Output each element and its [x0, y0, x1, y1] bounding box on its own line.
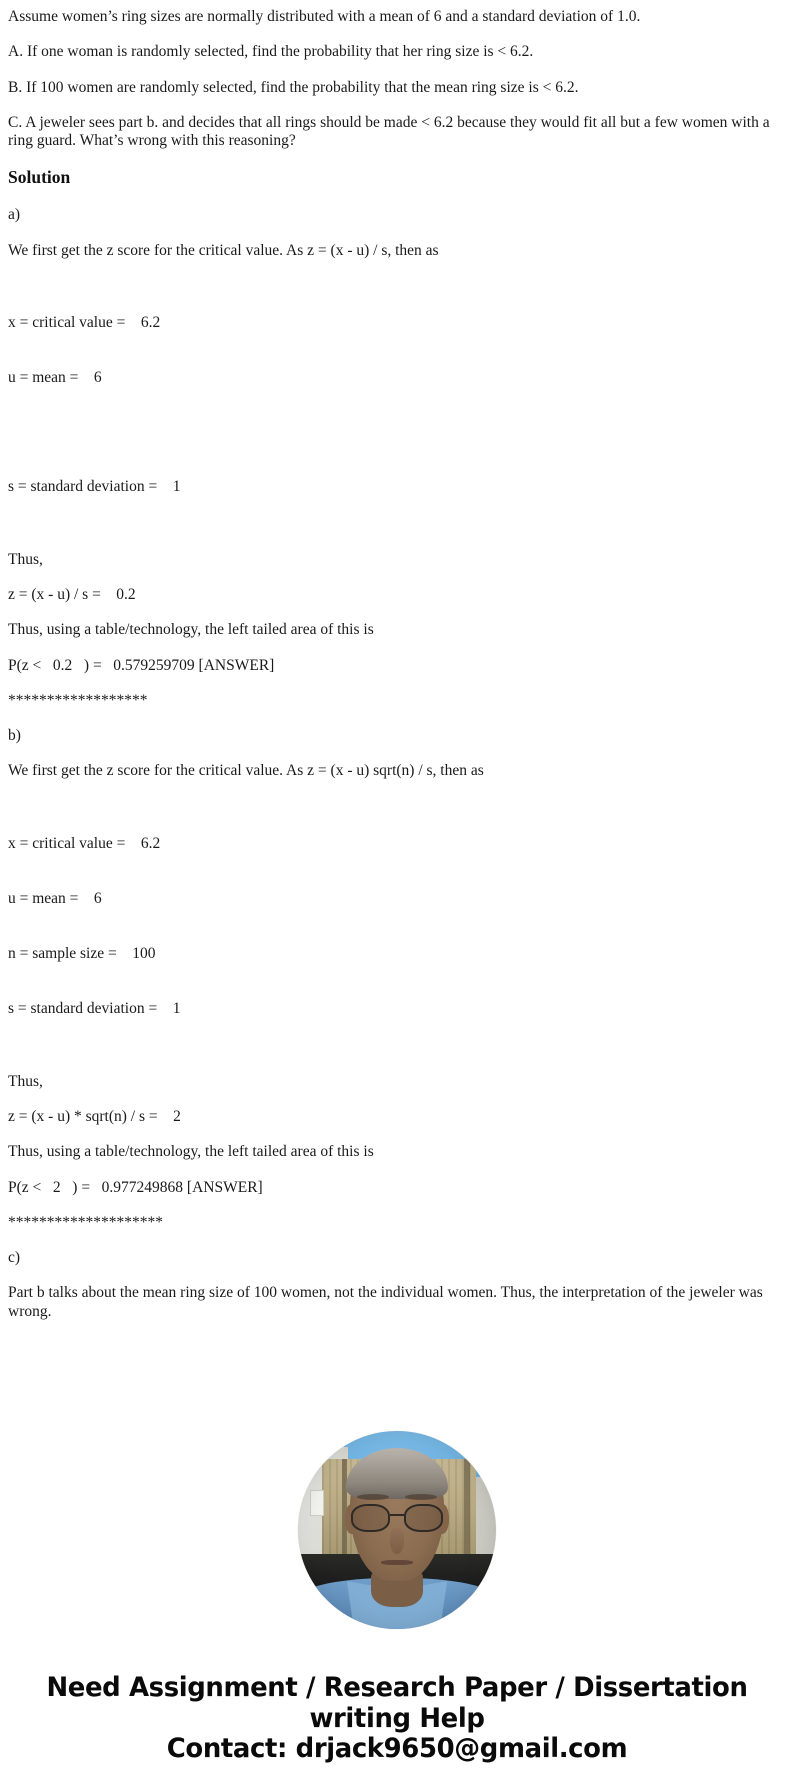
- part-b-thus: Thus,: [8, 1072, 43, 1090]
- part-a-intro: We first get the z score for the critical value. As z = (x - u) / s, then as: [8, 241, 439, 259]
- part-a-answer: P(z < 0.2 ) = 0.579259709 [ANSWER]: [8, 656, 275, 674]
- part-b-z-equation: z = (x - u) * sqrt(n) / s = 2: [8, 1108, 181, 1126]
- section-separator: ******************: [8, 691, 148, 709]
- given-line: x = critical value = 6.2: [8, 834, 161, 852]
- part-a-thus: Thus,: [8, 550, 43, 568]
- footer-advert: [8, 1673, 786, 1788]
- solution-section: [8, 167, 786, 1321]
- section-separator: ********************: [8, 1213, 163, 1231]
- part-b-givens: [8, 798, 786, 1056]
- problem-statement: [8, 8, 786, 150]
- part-a-table-note: Thus, using a table/technology, the left tailed area of this is: [8, 621, 374, 639]
- given-line: n = sample size = 100: [8, 945, 156, 963]
- problem-part-b: B. If 100 women are randomly selected, find the probability that the mean ring size is < 6.2.: [8, 78, 579, 96]
- given-line: u = mean = 6: [8, 889, 102, 907]
- avatar: [298, 1431, 496, 1629]
- solution-part-a: [8, 206, 786, 710]
- part-a-givens: [8, 277, 786, 425]
- solution-heading: Solution: [8, 167, 71, 188]
- part-c-label: c): [8, 1249, 21, 1267]
- footer-headline-line2: writing Help: [309, 1702, 485, 1734]
- solution-part-c: [8, 1249, 786, 1321]
- part-c-text: Part b talks about the mean ring size of 100 women, not the individual women. Thus, the interpretation of the jeweler was wrong.: [8, 1284, 763, 1320]
- avatar-container: [8, 1431, 786, 1629]
- part-a-label: a): [8, 206, 21, 224]
- footer-headline-line1: Need Assignment / Research Paper / Dissertation: [46, 1672, 748, 1703]
- problem-intro: Assume women’s ring sizes are normally distributed with a mean of 6 and a standard deviation of 1.0.: [8, 8, 641, 25]
- part-a-z-equation: z = (x - u) / s = 0.2: [8, 585, 136, 603]
- footer-contact-email: Contact: drjack9650@gmail.com: [166, 1733, 628, 1765]
- given-line: u = mean = 6: [8, 369, 102, 387]
- part-b-answer: P(z < 2 ) = 0.977249868 [ANSWER]: [8, 1178, 263, 1196]
- problem-part-c: C. A jeweler sees part b. and decides that all rings should be made < 6.2 because they would fit all but a few women with a ring guard. What’s wrong with this reasoning?: [8, 113, 770, 150]
- solution-part-b: [8, 727, 786, 1232]
- part-a-given-sd: [8, 441, 786, 533]
- part-b-label: b): [8, 727, 21, 745]
- given-line: s = standard deviation = 1: [8, 1000, 181, 1018]
- part-b-intro: We first get the z score for the critical value. As z = (x - u) sqrt(n) / s, then as: [8, 762, 484, 780]
- problem-part-a: A. If one woman is randomly selected, find the probability that her ring size is < 6.2.: [8, 43, 534, 61]
- photo-vignette: [298, 1431, 496, 1629]
- part-b-table-note: Thus, using a table/technology, the left tailed area of this is: [8, 1143, 374, 1161]
- given-line: s = standard deviation = 1: [8, 478, 181, 496]
- given-line: x = critical value = 6.2: [8, 313, 161, 331]
